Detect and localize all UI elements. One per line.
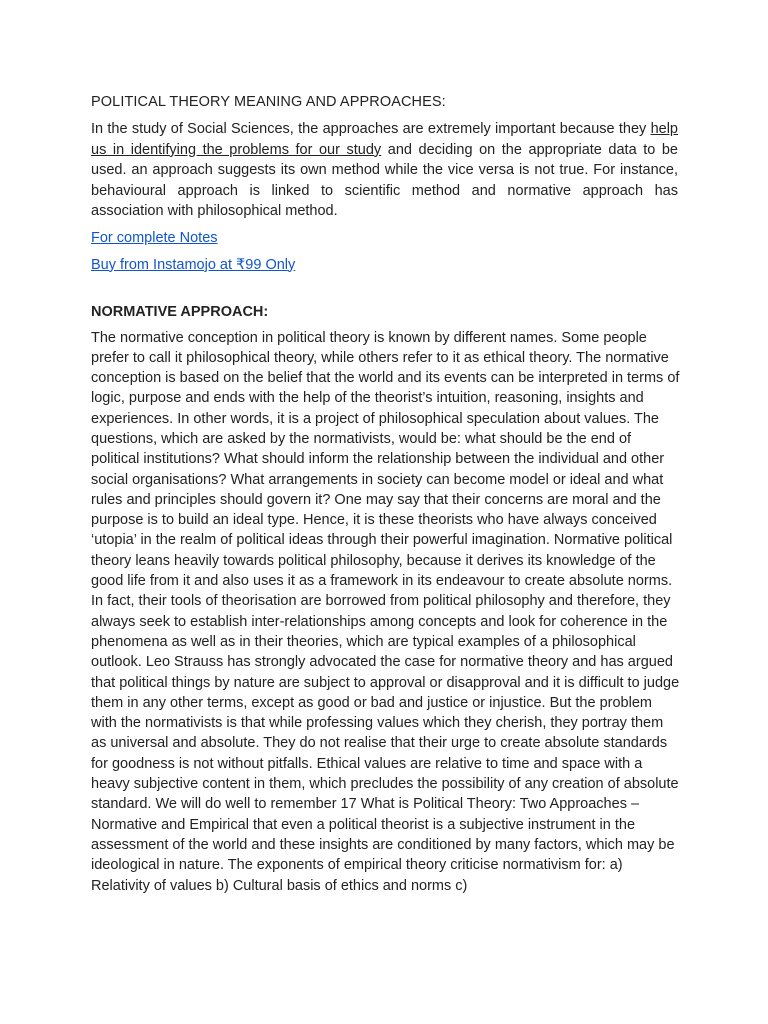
normative-approach-body: The normative conception in political theory is known by different names. Some people prefer to call it philosophical theory, while others refer to it as ethical theory. The normative conception is based on the belief that the world and its events can be interpreted in terms of logic, purpose and ends with the help of the theorist’s intuition, reasoning, insights and experiences. In other words, it is a project of philosophical speculation about values. The questions, which are asked by the normativists, would be: what should be the end of political institutions? What should inform the relationship between the individual and other social organisations? What arrangements in society can become model or ideal and what rules and principles should govern it? One may say that their concerns are moral and the purpose is to build an ideal type. Hence, it is these theorists who have always conceived ‘utopia’ in the realm of political ideas through their powerful imagination. Normative political theory leans heavily towards political philosophy, because it derives its knowledge of the good life from it and also uses it as a framework in its endeavour to create absolute norms. In fact, their tools of theorisation are borrowed from political philosophy and therefore, they always seek to establish inter-relationships among concepts and look for coherence in the phenomena as well as in their theories, which are typical examples of a philosophical outlook. Leo Strauss has strongly advocated the case for normative theory and has argued that political things by nature are subject to approval or disapproval and it is difficult to judge them in any other terms, except as good or bad and justice or injustice. But the problem with the normativists is that while professing values which they cherish, they portray them as universal and absolute. They do not realise that their urge to create absolute standards for goodness is not without pitfalls. Ethical values are relative to time and space with a heavy subjective content in them, which precludes the possibility of any creation of absolute standard. We will do well to remember 17 What is Political Theory: Two Approaches – Normative and Empirical that even a political theorist is a subjective instrument in the assessment of the world and these insights are conditioned by many factors, which may be ideological in nature. The exponents of empirical theory criticise normativism for: a) Relativity of values b) Cultural basis of ethics and norms c) [91, 329, 680, 894]
complete-notes-link[interactable]: For complete Notes [91, 229, 218, 246]
intro-underlined-phrase: help us in identifying the problems for our study [91, 121, 678, 158]
buy-instamojo-link[interactable]: Buy from Instamojo at ₹99 Only [91, 256, 296, 273]
intro-text-start: In the study of Social Sciences, the approaches are extremely important because they [91, 121, 651, 137]
section-heading-normative: NORMATIVE APPROACH: [91, 303, 269, 320]
intro-paragraph [91, 119, 678, 222]
document-title: POLITICAL THEORY MEANING AND APPROACHES: [91, 94, 446, 110]
intro-text-end: and deciding on the appropriate data to be used. an approach suggests its own method while the vice versa is not true. For instance, behavioural approach is linked to scientific method and normative approach has association with philosophical method. [91, 141, 678, 219]
